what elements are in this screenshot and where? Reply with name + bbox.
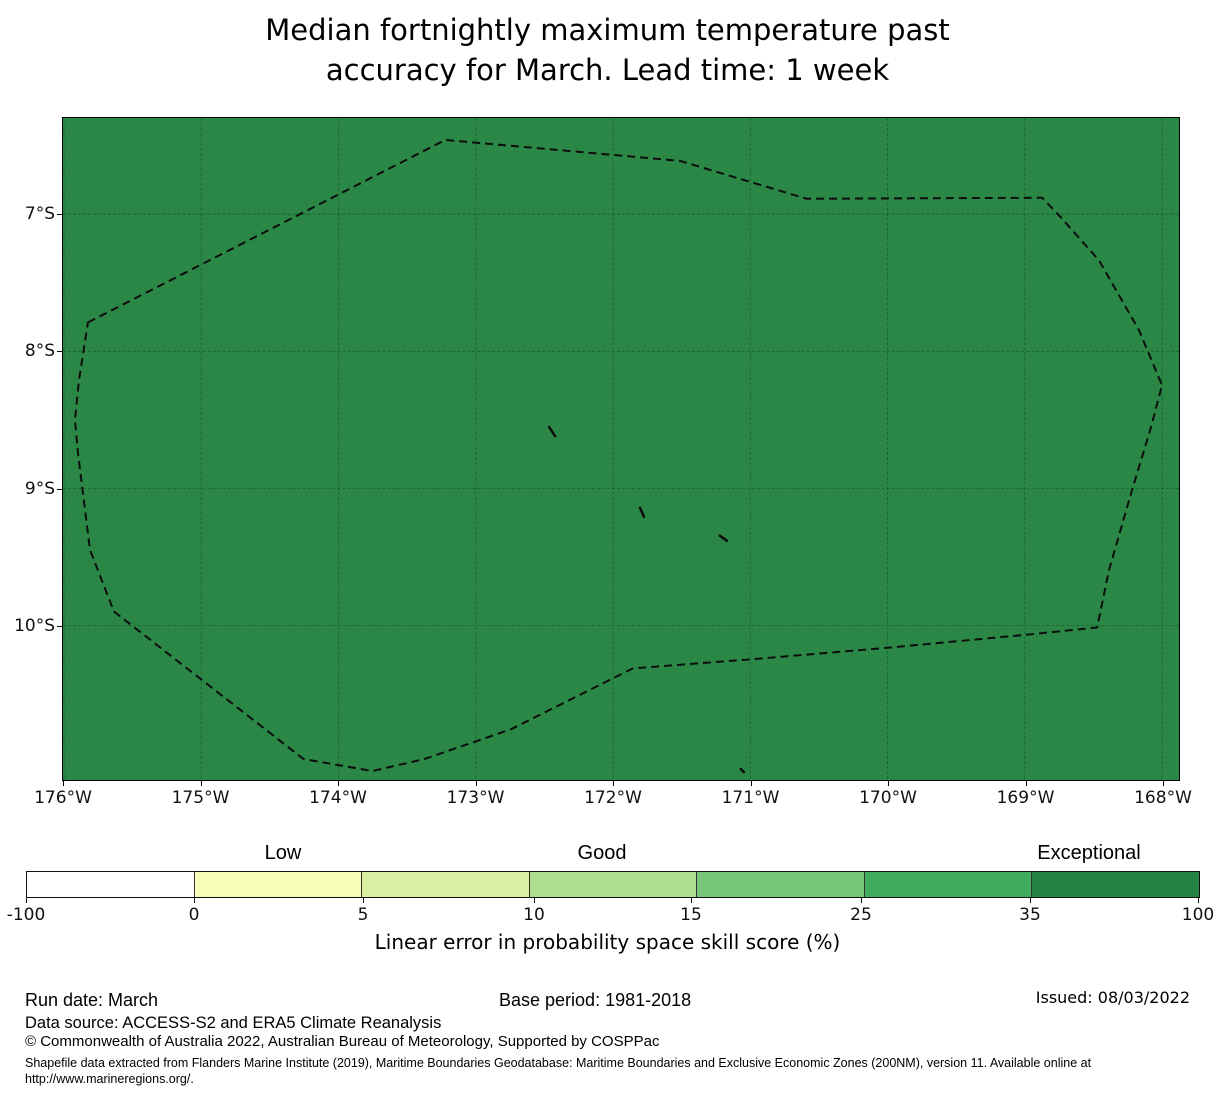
colorbar-tick [26,898,27,903]
colorbar-segment [697,872,865,897]
zone-label-exceptional: Exceptional [1037,842,1141,864]
figure-title-line2: accuracy for March. Lead time: 1 week [325,53,890,87]
copyright-text: © Commonwealth of Australia 2022, Australian Bureau of Meteorology, Supported by COSPPac [25,1033,660,1050]
island-mark [741,769,744,772]
figure-title [0,10,1215,90]
colorbar-tick [363,898,364,903]
colorbar-tick [1198,898,1199,903]
colorbar-tick-label: 10 [523,905,545,925]
lon-axis-tick [338,781,339,786]
lon-axis-tick [613,781,614,786]
colorbar-tick [194,898,195,903]
issued-date-text: Issued: 08/03/2022 [1035,988,1190,1007]
lon-tick-label: 173°W [446,788,505,808]
lon-axis-tick [888,781,889,786]
colorbar-tick-label: 100 [1181,905,1215,925]
lat-axis-tick [57,214,62,215]
colorbar-segment [530,872,698,897]
lat-axis-tick [57,489,62,490]
lon-axis-tick [201,781,202,786]
lon-tick-label: 168°W [1134,788,1192,808]
lon-tick-label: 175°W [171,788,230,808]
lat-tick-label: 8°S [24,341,55,361]
lon-axis-tick [476,781,477,786]
lat-axis-tick [57,626,62,627]
island-marks-group [549,427,744,772]
colorbar-tick-label: 15 [680,905,702,925]
lat-axis-tick [57,351,62,352]
lon-tick-label: 176°W [34,788,92,808]
eez-dashed-boundary [75,140,1162,771]
base-period-text: Base period: 1981-2018 [499,990,692,1010]
lon-axis-tick [1163,781,1164,786]
colorbar-segment [865,872,1033,897]
colorbar-tick-label: 5 [357,905,369,925]
colorbar-tick-label: 0 [188,905,200,925]
lon-tick-label: 172°W [584,788,642,808]
lon-axis-tick [63,781,64,786]
lat-tick-label: 10°S [14,616,55,636]
zone-label-low: Low [264,842,302,864]
lat-tick-label: 7°S [24,203,55,224]
colorbar-tick-label: 35 [1019,905,1041,925]
lon-tick-label: 170°W [859,788,917,808]
colorbar-tick [691,898,692,903]
shapefile-note-line2: http://www.marineregions.org/. [25,1072,194,1086]
figure-title-line1: Median fortnightly maximum temperature past [265,13,950,47]
colorbar-tick [1030,898,1031,903]
lon-tick-label: 169°W [996,788,1055,808]
lon-axis-tick [1026,781,1027,786]
colorbar [26,871,1200,898]
map-plot-area [62,117,1180,781]
colorbar-segment [195,872,363,897]
map-canvas [63,118,1179,780]
lon-tick-label: 174°W [309,788,367,808]
colorbar-axis-label: Linear error in probability space skill score (%) [374,930,841,954]
colorbar-tick-label: 25 [850,905,872,925]
colorbar-tick [534,898,535,903]
shapefile-note-line1: Shapefile data extracted from Flanders Marine Institute (2019), Maritime Boundaries Geodatabase: Maritime Boundaries and Exclusive Economic Zones (200NM), version 11. Available online at [25,1056,1092,1070]
colorbar-segment [362,872,530,897]
colorbar-segment [27,872,195,897]
island-mark [720,536,727,541]
colorbar-tick [861,898,862,903]
run-date-text: Run date: March [25,990,159,1010]
colorbar-segment [1032,872,1199,897]
map-gridlines [63,118,1179,780]
lon-tick-label: 171°W [721,788,780,808]
colorbar-tick-label: -100 [6,905,46,925]
eez-boundary-group [75,140,1162,771]
island-mark [549,427,555,436]
zone-label-good: Good [577,842,627,864]
data-source-text: Data source: ACCESS-S2 and ERA5 Climate Reanalysis [25,1014,442,1032]
lon-axis-tick [751,781,752,786]
island-mark [640,508,644,517]
lat-tick-label: 9°S [24,478,55,499]
